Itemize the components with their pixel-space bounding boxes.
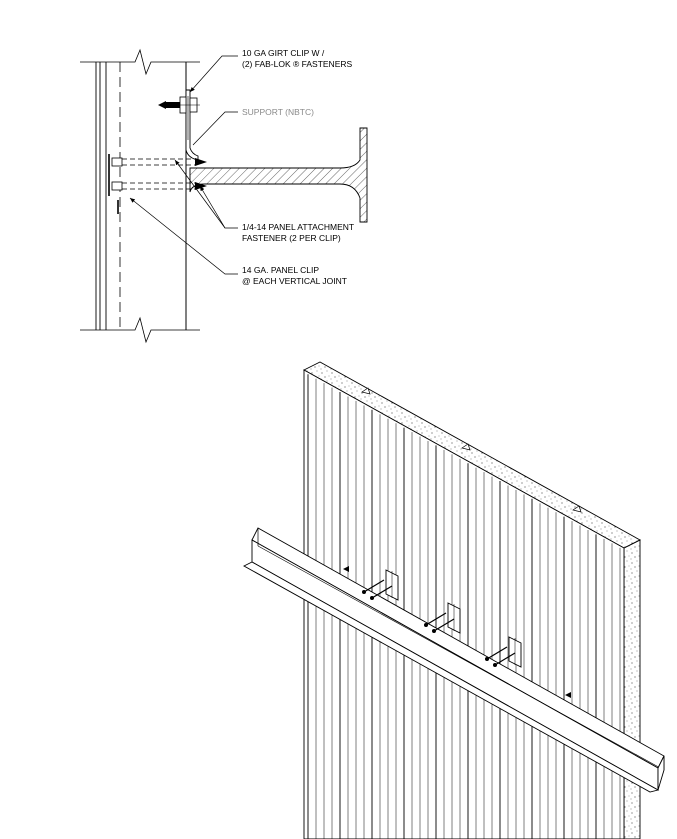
break-line-bottom [80, 318, 200, 342]
support-label: SUPPORT (NBTC) [242, 107, 314, 117]
panel-clip-label-2: @ EACH VERTICAL JOINT [242, 276, 347, 286]
break-line-top [80, 50, 200, 74]
girt-clip-label-1: 10 GA GIRT CLIP W / [242, 48, 325, 58]
panel-side-edge [624, 540, 640, 839]
support-beam [190, 128, 367, 222]
girt-clip-label-2: (2) FAB-LOK ® FASTENERS [242, 59, 353, 69]
fab-lok-fastener [158, 97, 200, 113]
panel-fastener-label-1: 1/4-14 PANEL ATTACHMENT [242, 222, 355, 232]
isometric-view [244, 362, 664, 839]
panel-fastener-label-2: FASTENER (2 PER CLIP) [242, 233, 341, 243]
panel-clip-label-1: 14 GA. PANEL CLIP [242, 265, 320, 275]
section-detail [80, 48, 367, 342]
